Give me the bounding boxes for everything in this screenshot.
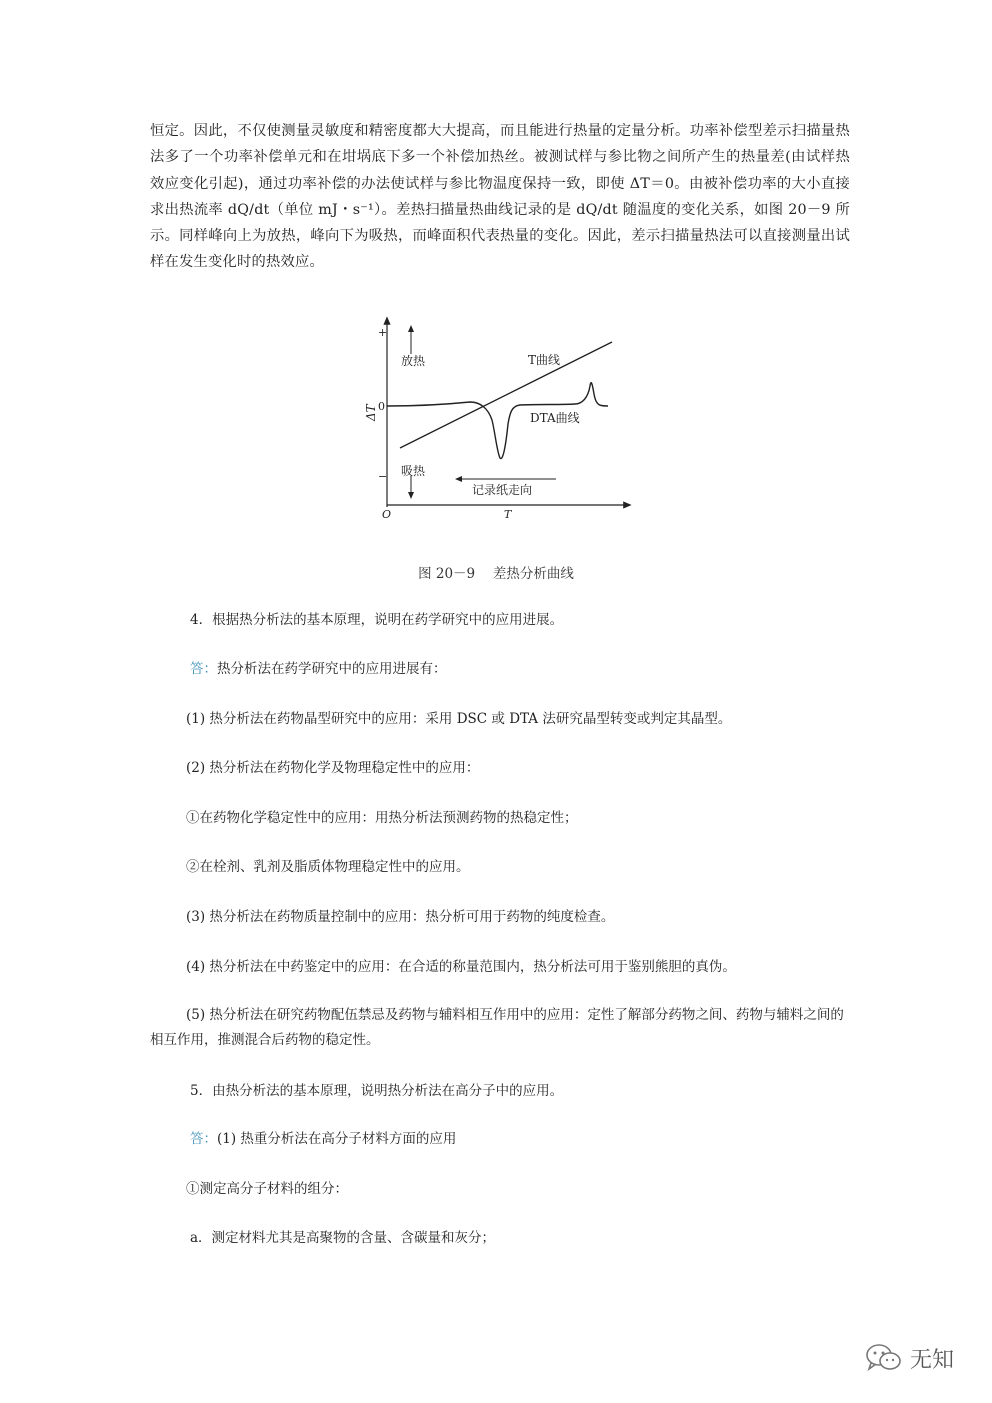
- paragraph: [150, 1003, 850, 1053]
- answer-prefix: 答：: [190, 661, 217, 677]
- t-curve: [400, 342, 612, 448]
- paragraph-text: 5．由热分析法的基本原理，说明热分析法在高分子中的应用。: [190, 1083, 564, 1099]
- paper-direction-label: 记录纸走向: [472, 483, 533, 497]
- paragraph: [150, 905, 850, 930]
- paragraph-text: (2) 热分析法在药物化学及物理稳定性中的应用：: [186, 760, 480, 776]
- paragraph-text: (5) 热分析法在研究药物配伍禁忌及药物与辅料相互作用中的应用：定性了解部分药物之间、药物与辅料之间的相互作用，推测混合后药物的稳定性。: [150, 1007, 844, 1048]
- paragraph: [150, 806, 850, 831]
- minus-label: −: [378, 470, 388, 483]
- dta-figure: [360, 312, 640, 522]
- watermark: [864, 1342, 954, 1374]
- paragraph-text: (1) 热分析法在药物晶型研究中的应用：采用 DSC 或 DTA 法研究晶型转变或判定其晶型。: [186, 711, 732, 727]
- paragraph: [150, 756, 850, 781]
- paragraph: [150, 608, 850, 633]
- exo-label: 放热: [401, 354, 426, 368]
- plus-label: +: [378, 326, 388, 339]
- paragraph: [150, 707, 850, 732]
- intro-paragraph: 恒定。因此，不仅使测量灵敏度和精密度都大大提高，而且能进行热量的定量分析。功率补偿型差示扫描量热法多了一个功率补偿单元和在坩埚底下多一个补偿加热丝。被测试样与参比物之间所产生的热量差(由试样热效应变化引起)，通过功率补偿的办法使试样与参比物温度保持一致，即使 ΔT＝0。由被补偿功率的大小直接求出热流率 dQ/dt（单位 mJ・s⁻¹）。差热扫描量热曲线记录的是 dQ/dt 随温度的变化关系，如图 20－9 所示。同样峰向上为放热，峰向下为吸热，而峰面积代表热量的变化。因此，差示扫描量热法可以直接测量出试样在发生变化时的热效应。: [150, 123, 850, 271]
- paragraph: [150, 855, 850, 880]
- paragraph-text: a．测定材料尤其是高聚物的含量、含碳量和灰分；: [190, 1230, 496, 1246]
- paragraph-text: (1) 热重分析法在高分子材料方面的应用: [217, 1131, 457, 1147]
- wechat-icon: [864, 1342, 904, 1374]
- origin-label: O: [382, 508, 392, 521]
- paragraph: [150, 1127, 850, 1152]
- dta-curve-label: DTA曲线: [530, 411, 580, 425]
- paragraph: [150, 955, 850, 980]
- paragraph: [150, 1177, 850, 1202]
- paragraph-text: ①在药物化学稳定性中的应用：用热分析法预测药物的热稳定性；: [186, 810, 578, 826]
- paragraph-text: ②在栓剂、乳剂及脂质体物理稳定性中的应用。: [186, 859, 470, 875]
- paragraph-text: (3) 热分析法在药物质量控制中的应用：热分析可用于药物的纯度检查。: [186, 909, 615, 925]
- answer-prefix: 答：: [190, 1131, 217, 1147]
- figure-caption: 图 20－9 差热分析曲线: [418, 566, 574, 582]
- watermark-text: 无知: [910, 1347, 955, 1373]
- paragraph-text: (4) 热分析法在中药鉴定中的应用：在合适的称量范围内，热分析法可用于鉴别熊胆的真伪。: [186, 959, 736, 975]
- paragraph: [150, 657, 850, 682]
- zero-label: 0: [378, 400, 385, 413]
- paragraph: [150, 1226, 850, 1251]
- paragraph-text: 热分析法在药学研究中的应用进展有：: [217, 661, 447, 677]
- endo-label: 吸热: [401, 464, 426, 478]
- paragraph: [150, 1079, 850, 1104]
- x-axis-label: T: [504, 508, 512, 521]
- paragraph-text: 4．根据热分析法的基本原理，说明在药学研究中的应用进展。: [190, 612, 564, 628]
- paragraph-text: ①测定高分子材料的组分：: [186, 1181, 348, 1197]
- dta-diagram: [360, 312, 640, 522]
- y-axis-label: ΔT: [364, 404, 378, 421]
- t-curve-label: T曲线: [528, 353, 561, 367]
